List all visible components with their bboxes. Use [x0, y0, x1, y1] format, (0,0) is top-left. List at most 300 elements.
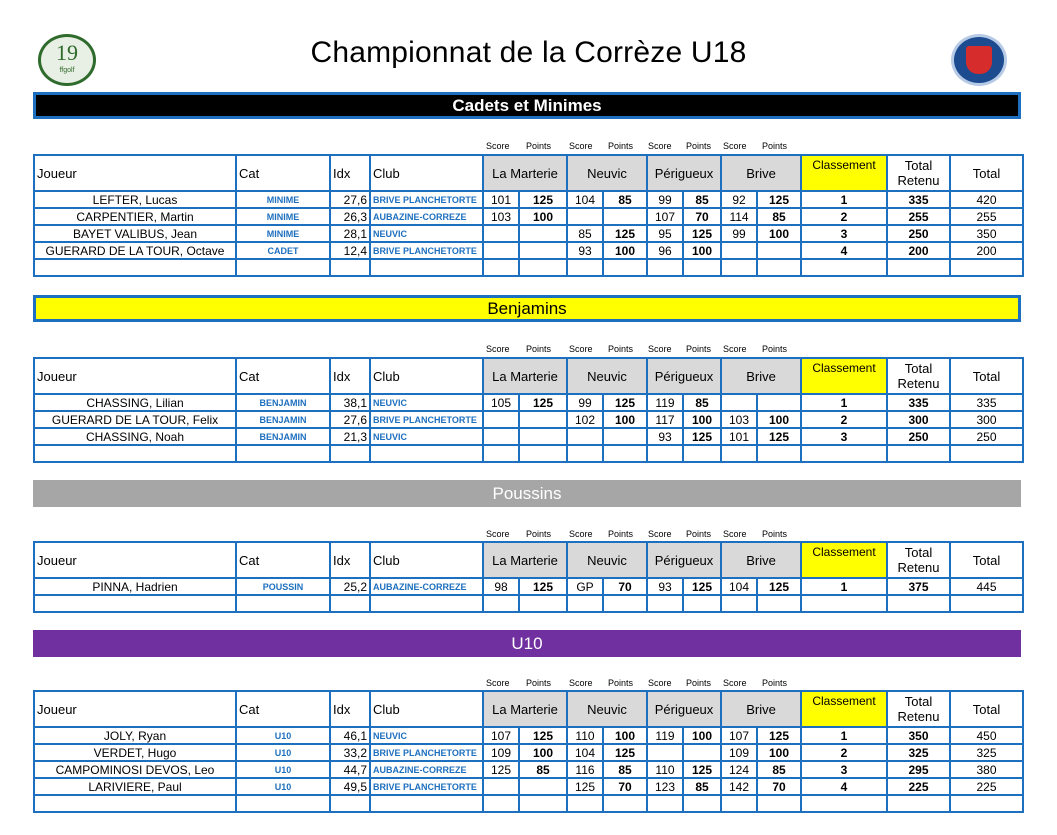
round-points: 70 [603, 578, 647, 595]
venue-header: La Marterie [483, 155, 567, 191]
score-label: Score [648, 529, 672, 539]
player-index: 21,3 [330, 428, 370, 445]
club-header: Club [370, 542, 483, 578]
points-label: Points [608, 141, 634, 151]
score-label: Score [648, 344, 672, 354]
player-row [34, 208, 1023, 225]
player-rank: 4 [801, 242, 887, 259]
total-header: Total [950, 358, 1023, 394]
player-club: NEUVIC [370, 727, 483, 744]
player-total-retenu: 200 [887, 242, 950, 259]
player-club: AUBAZINE-CORREZE [370, 761, 483, 778]
empty-cell [236, 259, 330, 276]
round-score: 110 [567, 727, 603, 744]
score-label: Score [569, 141, 593, 151]
round-score [483, 778, 519, 795]
empty-cell [683, 259, 721, 276]
empty-cell [330, 259, 370, 276]
player-total: 450 [950, 727, 1023, 744]
player-club: NEUVIC [370, 428, 483, 445]
player-row [34, 225, 1023, 242]
empty-cell [370, 259, 483, 276]
idx-header: Idx [330, 691, 370, 727]
round-points: 125 [757, 578, 801, 595]
empty-cell [603, 445, 647, 462]
header-row [34, 691, 1023, 727]
player-index: 49,5 [330, 778, 370, 795]
player-total: 325 [950, 744, 1023, 761]
round-score: 92 [721, 191, 757, 208]
total-retenu-line1: Total [904, 361, 933, 376]
player-category: MINIME [236, 208, 330, 225]
player-rank: 3 [801, 761, 887, 778]
round-points: 125 [519, 191, 567, 208]
player-rank: 2 [801, 411, 887, 428]
player-total-retenu: 255 [887, 208, 950, 225]
total-retenu-line1: Total [904, 694, 933, 709]
round-score: 103 [721, 411, 757, 428]
empty-row [34, 795, 1023, 812]
round-points: 100 [519, 744, 567, 761]
round-points: 125 [683, 761, 721, 778]
empty-cell [683, 445, 721, 462]
empty-cell [330, 595, 370, 612]
points-label: Points [608, 344, 634, 354]
player-index: 44,7 [330, 761, 370, 778]
cat-header: Cat [236, 542, 330, 578]
points-label: Points [526, 141, 552, 151]
score-label: Score [723, 344, 747, 354]
venue-header: Périgueux [647, 155, 721, 191]
total-retenu-line1: Total [904, 545, 933, 560]
player-name: VERDET, Hugo [34, 744, 236, 761]
player-total-retenu: 300 [887, 411, 950, 428]
total-retenu-line2: Retenu [897, 560, 940, 575]
player-total-retenu: 335 [887, 191, 950, 208]
player-category: POUSSIN [236, 578, 330, 595]
venue-header: Neuvic [567, 691, 647, 727]
venue-header: Brive [721, 155, 801, 191]
player-name: PINNA, Hadrien [34, 578, 236, 595]
player-club: BRIVE PLANCHETORTE [370, 191, 483, 208]
round-points [519, 242, 567, 259]
player-name: GUERARD DE LA TOUR, Felix [34, 411, 236, 428]
total-header: Total [950, 542, 1023, 578]
empty-cell [236, 445, 330, 462]
round-score [483, 242, 519, 259]
round-points: 125 [683, 578, 721, 595]
round-points [519, 778, 567, 795]
round-points: 85 [757, 208, 801, 225]
round-score: 124 [721, 761, 757, 778]
round-points [519, 225, 567, 242]
player-index: 26,3 [330, 208, 370, 225]
round-score: 125 [567, 778, 603, 795]
player-name: CHASSING, Lilian [34, 394, 236, 411]
empty-cell [603, 259, 647, 276]
points-label: Points [526, 678, 552, 688]
venue-header: Périgueux [647, 358, 721, 394]
player-rank: 1 [801, 394, 887, 411]
player-row [34, 778, 1023, 795]
score-label: Score [486, 141, 510, 151]
cat-header: Cat [236, 155, 330, 191]
empty-cell [721, 795, 757, 812]
round-score: 96 [647, 242, 683, 259]
empty-cell [950, 795, 1023, 812]
player-rank: 1 [801, 727, 887, 744]
empty-row [34, 445, 1023, 462]
player-category: U10 [236, 744, 330, 761]
empty-cell [603, 595, 647, 612]
player-rank: 3 [801, 428, 887, 445]
round-points: 125 [757, 727, 801, 744]
empty-cell [683, 595, 721, 612]
empty-cell [887, 445, 950, 462]
player-row [34, 411, 1023, 428]
player-name: CAMPOMINOSI DEVOS, Leo [34, 761, 236, 778]
round-points: 85 [683, 191, 721, 208]
classement-header: Classement [801, 542, 887, 578]
empty-cell [567, 445, 603, 462]
total-retenu-line2: Retenu [897, 709, 940, 724]
venue-header: Neuvic [567, 358, 647, 394]
empty-cell [236, 795, 330, 812]
player-total-retenu: 250 [887, 225, 950, 242]
empty-cell [483, 445, 519, 462]
score-label: Score [648, 141, 672, 151]
points-label: Points [526, 344, 552, 354]
cat-header: Cat [236, 358, 330, 394]
classement-header: Classement [801, 155, 887, 191]
round-points: 85 [683, 394, 721, 411]
round-score [567, 428, 603, 445]
joueur-header: Joueur [34, 691, 236, 727]
points-label: Points [608, 529, 634, 539]
score-label: Score [569, 529, 593, 539]
round-score: 95 [647, 225, 683, 242]
round-points: 125 [519, 727, 567, 744]
player-club: NEUVIC [370, 225, 483, 242]
player-index: 25,2 [330, 578, 370, 595]
round-points: 85 [757, 761, 801, 778]
round-points: 100 [519, 208, 567, 225]
player-name: CARPENTIER, Martin [34, 208, 236, 225]
round-score: 117 [647, 411, 683, 428]
player-category: MINIME [236, 225, 330, 242]
total-retenu-header [887, 155, 950, 191]
round-points: 125 [757, 191, 801, 208]
empty-cell [647, 445, 683, 462]
empty-cell [567, 259, 603, 276]
empty-row [34, 259, 1023, 276]
player-name: GUERARD DE LA TOUR, Octave [34, 242, 236, 259]
round-score [483, 411, 519, 428]
empty-cell [950, 595, 1023, 612]
round-points: 125 [757, 428, 801, 445]
ranking-table [33, 154, 1024, 277]
round-score: 114 [721, 208, 757, 225]
round-points: 100 [683, 411, 721, 428]
header-row [34, 358, 1023, 394]
empty-cell [721, 595, 757, 612]
section-banner: Benjamins [33, 295, 1021, 322]
round-points: 85 [603, 191, 647, 208]
round-score: 99 [647, 191, 683, 208]
round-score [647, 744, 683, 761]
empty-cell [887, 259, 950, 276]
empty-cell [647, 595, 683, 612]
section-banner: Poussins [33, 480, 1021, 507]
player-row [34, 394, 1023, 411]
venue-header: La Marterie [483, 542, 567, 578]
round-score: 110 [647, 761, 683, 778]
player-total-retenu: 325 [887, 744, 950, 761]
round-score: 101 [721, 428, 757, 445]
round-score: 93 [567, 242, 603, 259]
round-points [603, 208, 647, 225]
player-club: NEUVIC [370, 394, 483, 411]
player-total-retenu: 335 [887, 394, 950, 411]
round-points [603, 428, 647, 445]
venue-header: La Marterie [483, 358, 567, 394]
empty-cell [370, 595, 483, 612]
points-label: Points [762, 141, 788, 151]
round-points: 125 [683, 428, 721, 445]
player-name: BAYET VALIBUS, Jean [34, 225, 236, 242]
player-rank: 2 [801, 208, 887, 225]
round-score [567, 208, 603, 225]
player-index: 27,6 [330, 411, 370, 428]
round-points: 100 [603, 242, 647, 259]
empty-cell [330, 795, 370, 812]
points-label: Points [686, 344, 712, 354]
player-name: JOLY, Ryan [34, 727, 236, 744]
empty-cell [683, 795, 721, 812]
round-score: GP [567, 578, 603, 595]
player-club: BRIVE PLANCHETORTE [370, 242, 483, 259]
round-score: 104 [721, 578, 757, 595]
player-index: 28,1 [330, 225, 370, 242]
round-points: 100 [683, 727, 721, 744]
player-total: 445 [950, 578, 1023, 595]
player-club: BRIVE PLANCHETORTE [370, 411, 483, 428]
score-label: Score [486, 529, 510, 539]
player-total: 420 [950, 191, 1023, 208]
player-category: MINIME [236, 191, 330, 208]
player-index: 46,1 [330, 727, 370, 744]
player-name: LARIVIERE, Paul [34, 778, 236, 795]
score-label: Score [723, 678, 747, 688]
score-label: Score [569, 344, 593, 354]
venue-header: Périgueux [647, 542, 721, 578]
section-banner: Cadets et Minimes [33, 92, 1021, 119]
empty-cell [519, 445, 567, 462]
club-header: Club [370, 155, 483, 191]
round-points: 125 [603, 394, 647, 411]
ranking-table [33, 690, 1024, 813]
cat-header: Cat [236, 691, 330, 727]
player-total-retenu: 225 [887, 778, 950, 795]
round-score: 101 [483, 191, 519, 208]
player-total: 380 [950, 761, 1023, 778]
idx-header: Idx [330, 358, 370, 394]
round-score: 107 [721, 727, 757, 744]
round-points: 125 [683, 225, 721, 242]
player-total: 225 [950, 778, 1023, 795]
round-points: 85 [683, 778, 721, 795]
round-score: 98 [483, 578, 519, 595]
points-label: Points [762, 344, 788, 354]
joueur-header: Joueur [34, 155, 236, 191]
total-retenu-line1: Total [904, 158, 933, 173]
round-score [483, 428, 519, 445]
page-title: Championnat de la Corrèze U18 [310, 36, 747, 69]
round-points: 100 [757, 225, 801, 242]
header-row [34, 542, 1023, 578]
empty-cell [34, 259, 236, 276]
round-points: 125 [603, 225, 647, 242]
header-row [34, 155, 1023, 191]
empty-cell [567, 795, 603, 812]
total-retenu-line2: Retenu [897, 173, 940, 188]
round-points: 125 [519, 394, 567, 411]
classement-header: Classement [801, 691, 887, 727]
ranking-table [33, 541, 1024, 613]
round-score: 104 [567, 191, 603, 208]
player-club: AUBAZINE-CORREZE [370, 578, 483, 595]
empty-cell [757, 595, 801, 612]
player-total: 350 [950, 225, 1023, 242]
venue-header: Brive [721, 542, 801, 578]
points-label: Points [762, 678, 788, 688]
player-club: BRIVE PLANCHETORTE [370, 744, 483, 761]
total-retenu-header [887, 691, 950, 727]
player-total-retenu: 375 [887, 578, 950, 595]
player-rank: 1 [801, 191, 887, 208]
points-label: Points [686, 678, 712, 688]
player-row [34, 727, 1023, 744]
empty-cell [483, 795, 519, 812]
round-score: 102 [567, 411, 603, 428]
empty-cell [801, 795, 887, 812]
player-rank: 3 [801, 225, 887, 242]
points-label: Points [526, 529, 552, 539]
empty-cell [757, 259, 801, 276]
player-category: U10 [236, 761, 330, 778]
round-score: 99 [721, 225, 757, 242]
empty-cell [34, 795, 236, 812]
round-score [721, 242, 757, 259]
empty-cell [370, 795, 483, 812]
total-retenu-line2: Retenu [897, 376, 940, 391]
round-points: 85 [603, 761, 647, 778]
score-label: Score [569, 678, 593, 688]
round-score: 119 [647, 394, 683, 411]
player-rank: 1 [801, 578, 887, 595]
round-points: 100 [603, 411, 647, 428]
player-index: 12,4 [330, 242, 370, 259]
empty-cell [757, 795, 801, 812]
player-total-retenu: 350 [887, 727, 950, 744]
round-score: 107 [647, 208, 683, 225]
points-label: Points [608, 678, 634, 688]
round-score: 93 [647, 578, 683, 595]
joueur-header: Joueur [34, 358, 236, 394]
empty-cell [519, 595, 567, 612]
round-points: 100 [683, 242, 721, 259]
venue-header: La Marterie [483, 691, 567, 727]
empty-cell [34, 445, 236, 462]
round-score [721, 394, 757, 411]
round-points [757, 242, 801, 259]
player-row [34, 242, 1023, 259]
player-name: CHASSING, Noah [34, 428, 236, 445]
empty-cell [370, 445, 483, 462]
round-points: 100 [757, 411, 801, 428]
round-score: 116 [567, 761, 603, 778]
empty-cell [721, 259, 757, 276]
empty-cell [757, 445, 801, 462]
venue-header: Périgueux [647, 691, 721, 727]
round-points: 100 [757, 744, 801, 761]
round-score: 119 [647, 727, 683, 744]
player-index: 38,1 [330, 394, 370, 411]
score-label: Score [486, 678, 510, 688]
empty-row [34, 595, 1023, 612]
score-label: Score [723, 141, 747, 151]
joueur-header: Joueur [34, 542, 236, 578]
empty-cell [950, 259, 1023, 276]
round-score: 123 [647, 778, 683, 795]
round-score: 109 [483, 744, 519, 761]
empty-cell [647, 259, 683, 276]
round-score: 93 [647, 428, 683, 445]
player-row [34, 428, 1023, 445]
venue-header: Brive [721, 358, 801, 394]
round-score: 104 [567, 744, 603, 761]
empty-cell [519, 259, 567, 276]
empty-cell [603, 795, 647, 812]
total-retenu-header [887, 542, 950, 578]
score-label: Score [648, 678, 672, 688]
player-category: U10 [236, 778, 330, 795]
player-index: 33,2 [330, 744, 370, 761]
round-points [519, 411, 567, 428]
player-total-retenu: 250 [887, 428, 950, 445]
player-club: AUBAZINE-CORREZE [370, 208, 483, 225]
round-points: 70 [683, 208, 721, 225]
empty-cell [887, 595, 950, 612]
player-category: U10 [236, 727, 330, 744]
total-retenu-header [887, 358, 950, 394]
points-label: Points [686, 529, 712, 539]
round-points: 100 [603, 727, 647, 744]
round-score: 105 [483, 394, 519, 411]
round-points [519, 428, 567, 445]
player-total-retenu: 295 [887, 761, 950, 778]
empty-cell [483, 595, 519, 612]
empty-cell [519, 795, 567, 812]
total-header: Total [950, 691, 1023, 727]
empty-cell [483, 259, 519, 276]
empty-cell [330, 445, 370, 462]
round-points [757, 394, 801, 411]
empty-cell [801, 259, 887, 276]
round-points: 85 [519, 761, 567, 778]
player-rank: 2 [801, 744, 887, 761]
round-score: 107 [483, 727, 519, 744]
